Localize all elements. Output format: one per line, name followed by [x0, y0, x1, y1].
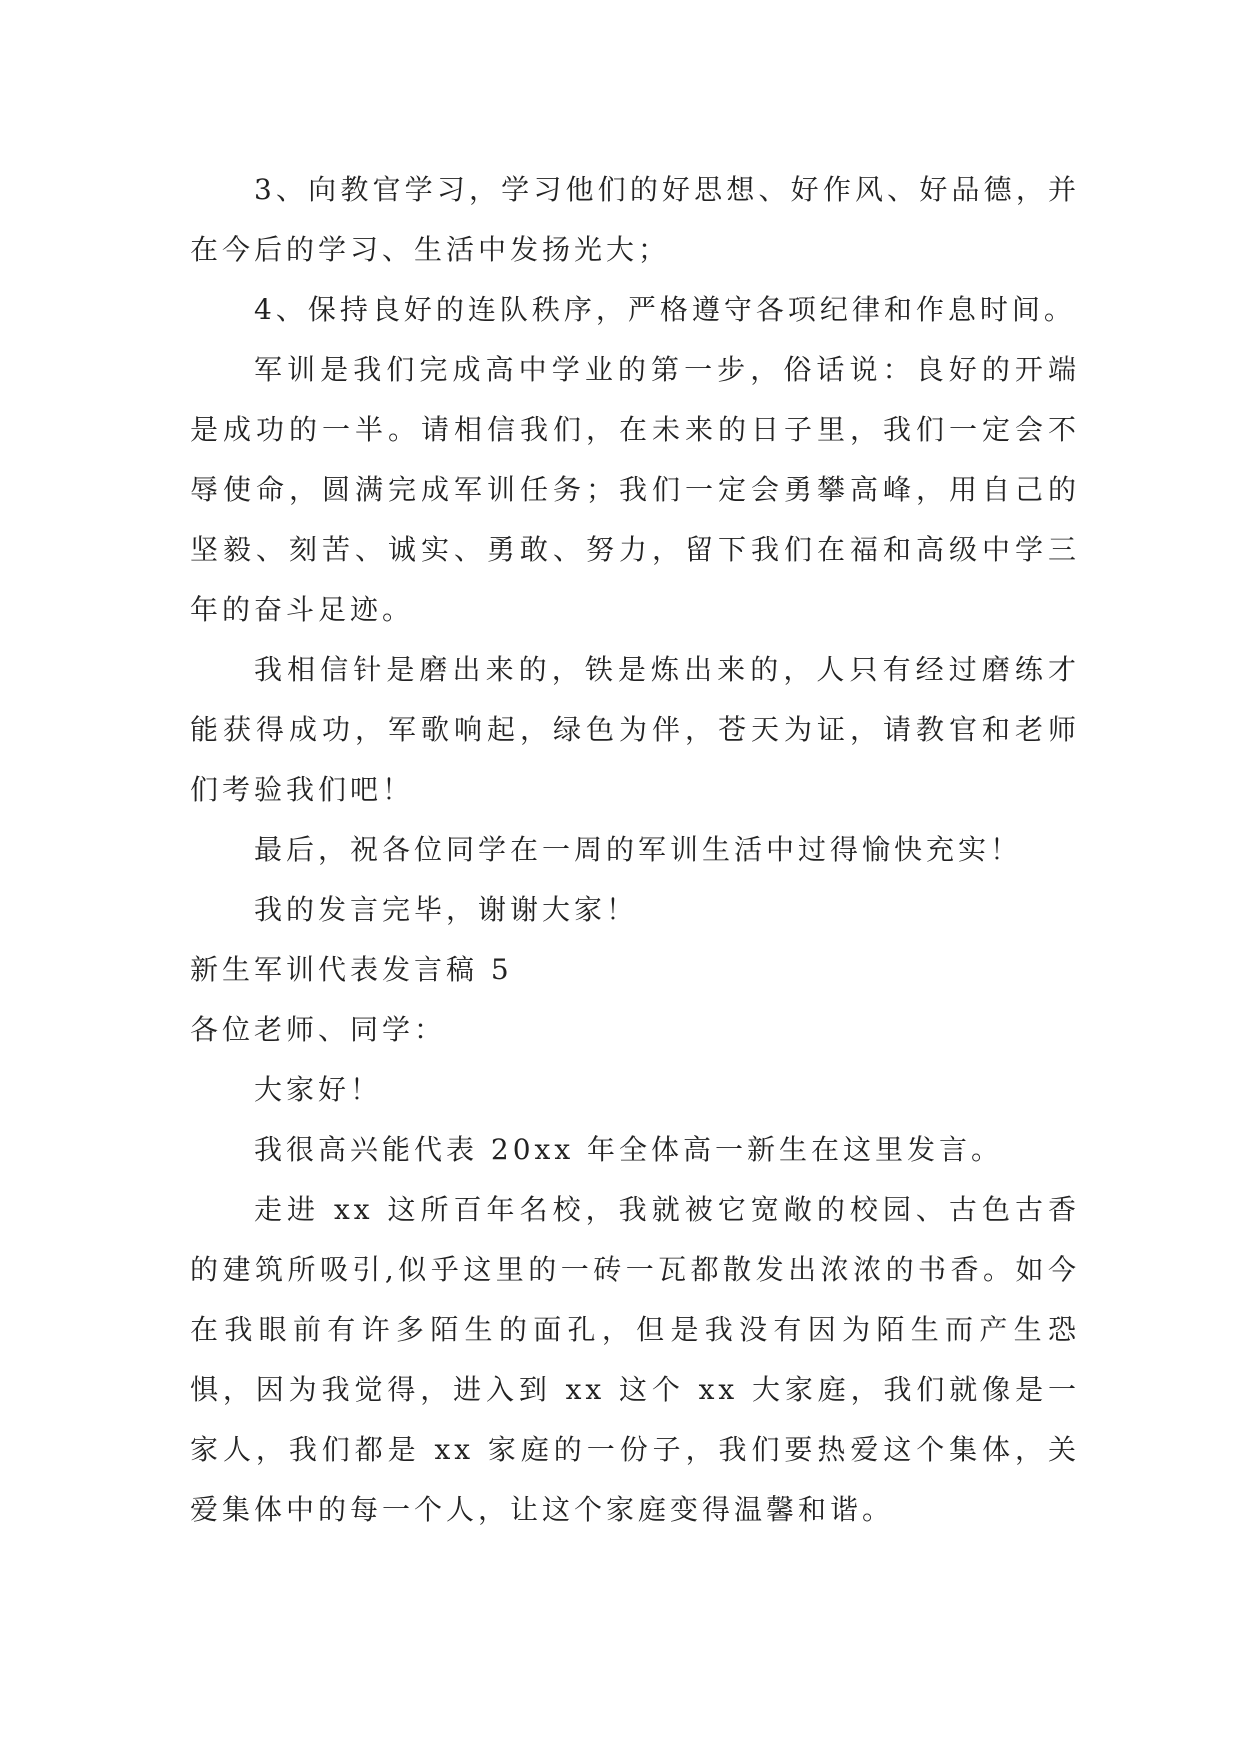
section-title: 新生军训代表发言稿 5	[190, 953, 513, 986]
paragraph-item-4: 4、保持良好的连队秩序，严格遵守各项纪律和作息时间。	[254, 293, 1076, 326]
paragraph-first-step: 军训是我们完成高中学业的第一步，俗话说：良好的开端是成功的一半。请相信我们，在未来的日子里，我们一定会不辱使命，圆满完成军训任务；我们一定会勇攀高峰，用自己的坚毅、刻苦、诚实、勇敢、努力，留下我们在福和高级中学三年的奋斗足迹。	[190, 353, 1080, 626]
paragraph-intro: 我很高兴能代表 20xx 年全体高一新生在这里发言。	[254, 1133, 1004, 1166]
paragraph-greeting: 大家好！	[254, 1073, 383, 1106]
paragraph-item-3: 3、向教官学习，学习他们的好思想、好作风、好品德，并在今后的学习、生活中发扬光大；	[190, 173, 1080, 266]
paragraph-belief: 我相信针是磨出来的，铁是炼出来的，人只有经过磨练才能获得成功，军歌响起，绿色为伴，苍天为证，请教官和老师们考验我们吧！	[190, 653, 1080, 806]
paragraph-closing: 我的发言完毕，谢谢大家！	[254, 893, 639, 926]
document-body	[190, 160, 1080, 1540]
paragraph-wishes: 最后，祝各位同学在一周的军训生活中过得愉快充实！	[254, 833, 1023, 866]
salutation: 各位老师、同学：	[190, 1013, 447, 1046]
paragraph-school: 走进 xx 这所百年名校，我就被它宽敞的校园、古色古香的建筑所吸引,似乎这里的一砖一瓦都散发出浓浓的书香。如今在我眼前有许多陌生的面孔，但是我没有因为陌生而产生恐惧，因为我觉得，进入到 xx 这个 xx 大家庭，我们就像是一家人，我们都是 xx 家庭的一份子，我们要热爱这个集体，关爱集体中的每一个人，让这个家庭变得温馨和谐。	[190, 1193, 1080, 1526]
